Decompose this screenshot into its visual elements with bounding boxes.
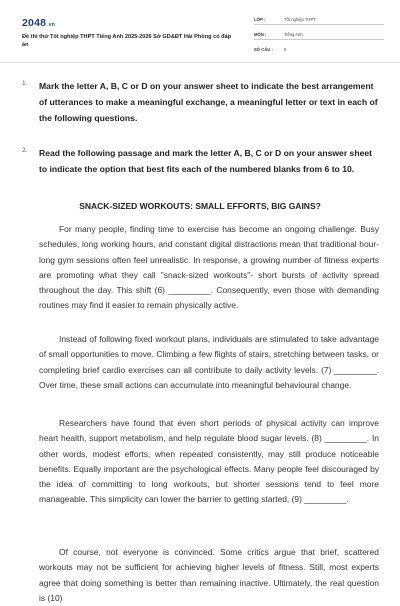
- passage-paragraph: [39, 416, 379, 508]
- question-number: 1.: [22, 80, 28, 87]
- question-text: Mark the letter A, B, C or D on your answer sheet to indicate the best arrangement of utterances to make a meaningful exchange, a meaningful letter or text in each of the following questions.: [39, 81, 378, 123]
- meta-key: SỐ CÂU :: [254, 47, 273, 52]
- meta-key: MÔN :: [254, 32, 267, 37]
- brand-suffix: .vn: [47, 22, 55, 28]
- meta-value: 6: [284, 47, 287, 52]
- site-logo[interactable]: [22, 17, 55, 29]
- meta-value: Tiếng Anh: [284, 32, 303, 37]
- passage-paragraph: [39, 222, 379, 314]
- passage-title: SNACK-SIZED WORKOUTS: SMALL EFFORTS, BIG GAINS?: [79, 201, 321, 211]
- meta-value: Tốt nghiệp THPT: [284, 17, 316, 22]
- passage-paragraph: [39, 545, 379, 606]
- meta-underline: [254, 39, 384, 40]
- brand-name: 2048: [22, 17, 47, 29]
- passage-paragraph: [39, 332, 379, 393]
- paragraph-text: For many people, finding time to exercise has become an ongoing challenge. Busy schedules, long working hours, and constant digital distractions mean that traditional hour-long gym sessions often feel unrealistic. In response, a growing number of fitness experts are promoting what they call "snack-sized workouts"- short bursts of activity spread throughout the day. This shift (6) _________. Consequently, even those with demanding routines may find it easier to remain physically active.: [39, 224, 379, 311]
- paragraph-text: Of course, not everyone is convinced. Some critics argue that brief, scattered workouts may not be sufficient for achieving higher levels of fitness. Still, most experts agree that doing something is better than remaining inactive. Ultimately, the real question is (10): [39, 547, 379, 603]
- header-divider: [0, 62, 400, 63]
- meta-key: LỚP :: [254, 17, 266, 22]
- question-number: 2.: [22, 147, 28, 154]
- exam-title: Đề thi thử Tốt nghiệp THPT Tiếng Anh 2025-2026 Sở GD&ĐT Hải Phòng có đáp án: [22, 34, 232, 49]
- meta-underline: [254, 24, 384, 25]
- question-text: Read the following passage and mark the letter A, B, C or D on your answer sheet to indicate the option that best fits each of the numbered blanks from 6 to 10.: [39, 148, 372, 174]
- paragraph-text: Researchers have found that even short periods of physical activity can improve heart health, support metabolism, and help regulate blood sugar levels. (8) _________. In other words, modest efforts, when repeated consistently, may still produce noticeable benefits. Equally important are the psychological effects. Many people feel discouraged by the idea of committing to long workouts, but shorter sessions tend to feel more manageable. This simplicity can lower the barrier to getting started, (9) _________.: [39, 418, 379, 505]
- paragraph-text: Instead of following fixed workout plans, individuals are stimulated to take advantage of small opportunities to move. Climbing a few flights of stairs, stretching between tasks, or completing brief cardio exercises can all contribute to daily activity levels. (7) _________. Over time, these small actions can accumulate into meaningful behavioural change.: [39, 334, 379, 390]
- page-header: [0, 0, 400, 62]
